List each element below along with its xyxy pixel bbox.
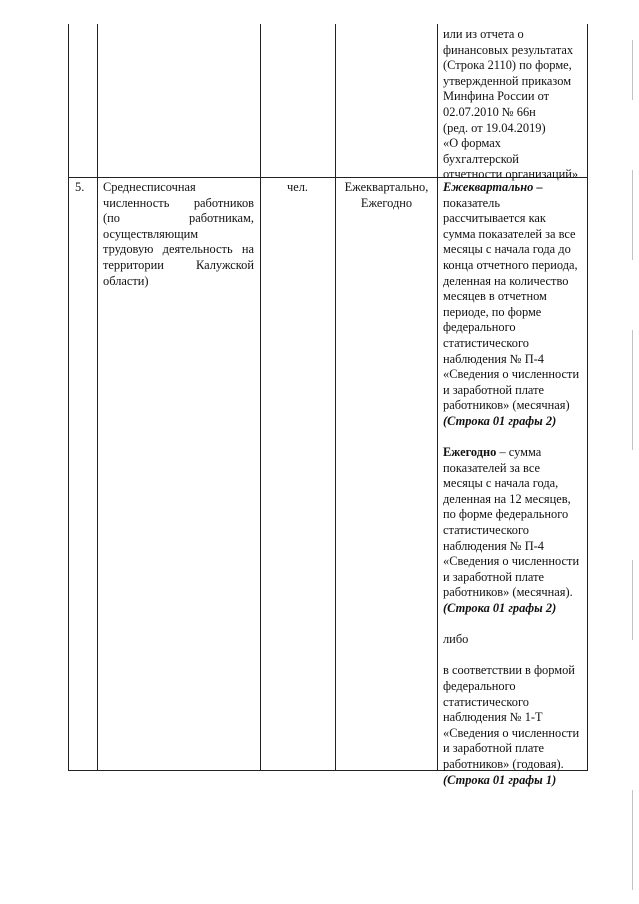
text-line: месяцы с начала года,: [443, 476, 559, 491]
text-line: «О формах: [443, 136, 501, 151]
annual-heading-line: [443, 445, 579, 461]
scan-artifact: [632, 330, 633, 450]
text-line: (по работникам,: [103, 211, 254, 226]
text-line: статистического: [443, 523, 529, 538]
periodicity-cell: [336, 180, 437, 211]
unit-cell: чел.: [286, 180, 308, 194]
text-line: конца отчетного периода,: [443, 257, 578, 272]
spacer: [443, 648, 579, 664]
text-line: показателей за все: [443, 460, 540, 475]
text-line: бухгалтерской: [443, 151, 519, 166]
table-column-divider-3: [335, 24, 336, 771]
or-text: либо: [443, 632, 469, 647]
table-column-divider-4: [437, 24, 438, 771]
text-line: по форме федерального: [443, 507, 569, 522]
row-number: 5.: [75, 180, 85, 194]
text-line: области): [103, 273, 149, 288]
alternative-reference: (Строка 01 графы 1): [443, 772, 557, 787]
text-line: численность работников: [103, 195, 254, 210]
text-line: «Сведения о численности: [443, 554, 580, 569]
quarterly-dash: –: [533, 180, 543, 194]
quarterly-heading: Ежеквартально: [443, 180, 534, 194]
text-line: «Сведения о численности: [443, 367, 580, 382]
text-line: деленная на 12 месяцев,: [443, 491, 571, 506]
text-line: (Строка 2110) по форме,: [443, 58, 572, 73]
spacer: [443, 617, 579, 633]
text-line: и заработной плате: [443, 569, 545, 584]
text-line: и заработной плате: [443, 382, 545, 397]
annual-heading: Ежегодно: [443, 445, 497, 460]
text-line: наблюдения № 1-Т: [443, 710, 543, 725]
spacer: [443, 430, 579, 446]
continued-method-cell: [443, 27, 578, 183]
text-line: или из отчета о: [443, 27, 524, 41]
table-border-left: [68, 24, 69, 771]
text-line: утвержденной приказом: [443, 73, 572, 88]
text-line: Минфина России от: [443, 89, 550, 104]
text-line: федерального: [443, 320, 516, 335]
text-line: месяцев в отчетном: [443, 289, 547, 304]
scan-artifact: [632, 170, 633, 260]
text-line: «Сведения о численности: [443, 725, 580, 740]
table-column-divider-1: [97, 24, 98, 771]
quarterly-heading-line: [443, 180, 579, 196]
text-line: деленная на количество: [443, 273, 569, 288]
text-line: (ред. от 19.04.2019): [443, 120, 546, 135]
text-line: показатель: [443, 195, 500, 210]
scan-artifact: [632, 560, 633, 640]
text-line: месяцы с начала года до: [443, 242, 571, 257]
text-line: работников» (месячная).: [443, 585, 573, 600]
annual-dash: – сумма: [496, 445, 542, 460]
text-line: периоде, по форме: [443, 304, 542, 319]
text-line: территории Калужской: [103, 257, 254, 272]
text-line: наблюдения № П-4: [443, 538, 544, 553]
table-column-divider-2: [260, 24, 261, 771]
text-line: Ежегодно: [360, 195, 413, 210]
text-line: в соответствии в формой: [443, 663, 575, 678]
text-line: Среднесписочная: [103, 180, 196, 194]
scan-artifact: [632, 40, 633, 100]
text-line: сумма показателей за все: [443, 226, 576, 241]
text-line: работников» (месячная): [443, 398, 570, 413]
text-line: трудовую деятельность на: [103, 242, 254, 257]
table-border-right: [587, 24, 588, 771]
text-line: финансовых результатах: [443, 42, 574, 57]
text-line: федерального: [443, 679, 516, 693]
text-line: статистического: [443, 335, 529, 350]
text-line: 02.07.2010 № 66н: [443, 104, 536, 119]
text-line: отчетности организаций»: [443, 167, 579, 182]
scan-artifact: [632, 790, 633, 890]
annual-reference: (Строка 01 графы 2): [443, 601, 557, 616]
indicator-name-cell: [103, 180, 254, 289]
text-line: и заработной плате: [443, 741, 545, 756]
calculation-method-cell: [443, 180, 579, 788]
text-line: работников» (годовая).: [443, 756, 564, 771]
text-line: Ежеквартально,: [344, 180, 429, 194]
text-line: осуществляющим: [103, 226, 199, 241]
text-line: рассчитывается как: [443, 211, 546, 226]
quarterly-reference: (Строка 01 графы 2): [443, 413, 557, 428]
text-line: наблюдения № П-4: [443, 351, 544, 366]
text-line: статистического: [443, 694, 529, 709]
